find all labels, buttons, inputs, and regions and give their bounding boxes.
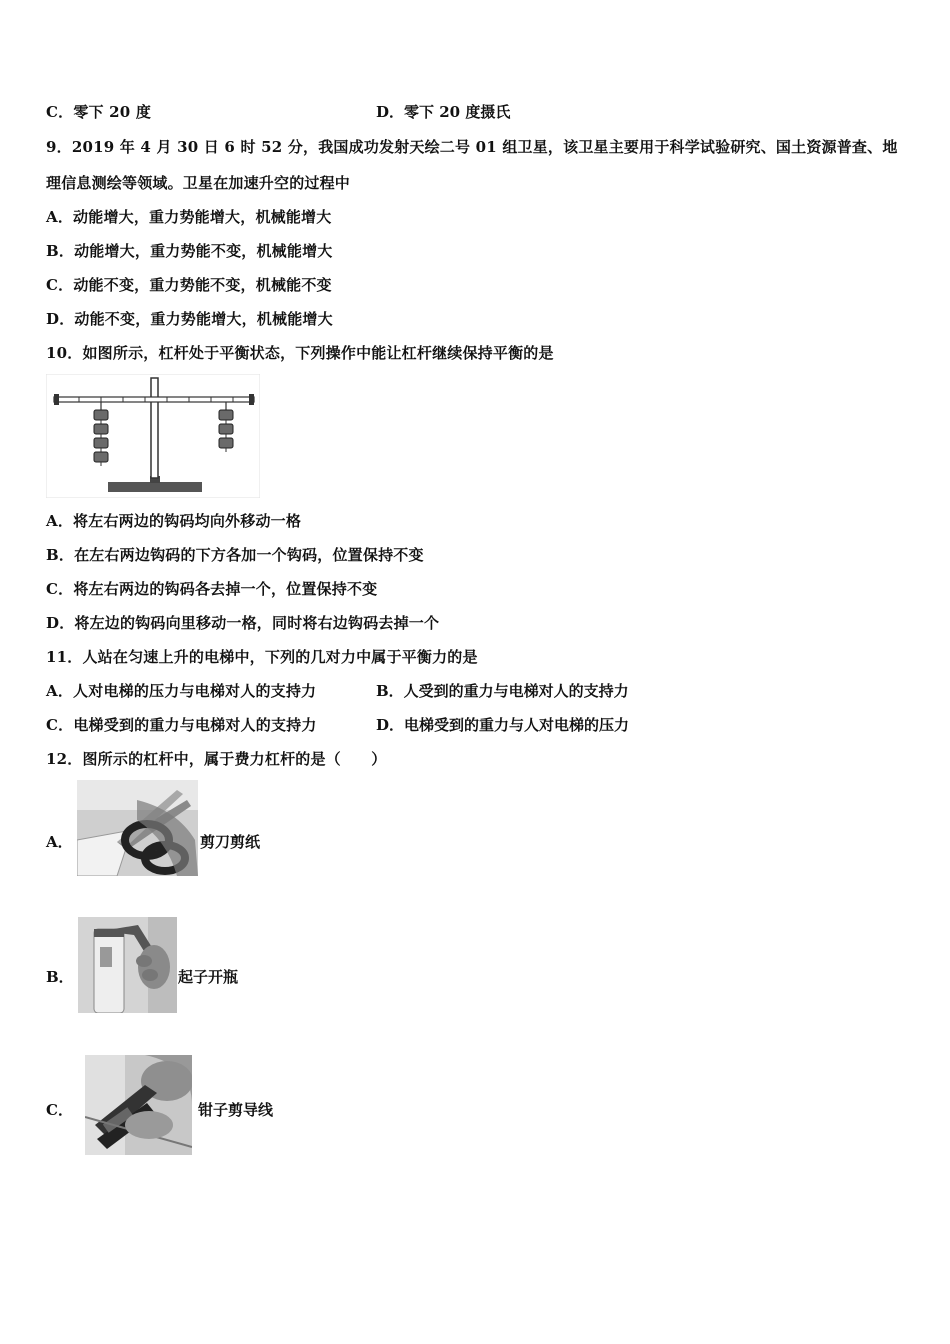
left-weight	[94, 424, 108, 434]
q12-stem: 12．图所示的杠杆中，属于费力杠杆的是（ ）	[46, 750, 387, 768]
q12-option-a-caption: 剪刀剪纸	[200, 833, 261, 851]
q9-option-c: C．动能不变，重力势能不变，机械能不变	[46, 276, 332, 294]
right-weights	[219, 402, 233, 452]
q10-stem: 10．如图所示，杠杆处于平衡状态，下列操作中能让杠杆继续保持平衡的是	[46, 344, 554, 362]
left-weight	[94, 410, 108, 420]
q10-option-d: D．将左边的钩码向里移动一格，同时将右边钩码去掉一个	[46, 614, 440, 632]
lever-base	[108, 482, 202, 492]
lever-beam	[54, 397, 254, 402]
q11-option-d: D．电梯受到的重力与人对电梯的压力	[376, 716, 630, 734]
q11-option-b: B．人受到的重力与电梯对人的支持力	[376, 682, 629, 700]
beam-right-nut	[249, 394, 254, 405]
pliers-photo	[85, 1055, 192, 1155]
q9-option-b: B．动能增大，重力势能不变，机械能增大	[46, 242, 333, 260]
bottle-opener-photo	[78, 917, 177, 1013]
right-weight	[219, 410, 233, 420]
q10-option-b: B．在左右两边钩码的下方各加一个钩码，位置保持不变	[46, 546, 424, 564]
q12-option-b-caption: 起子开瓶	[178, 968, 239, 986]
left-weight	[94, 452, 108, 462]
left-weights	[94, 402, 108, 466]
lever-balance-figure	[46, 374, 260, 498]
q10-option-c: C．将左右两边的钩码各去掉一个，位置保持不变	[46, 580, 378, 598]
q9-option-a: A．动能增大，重力势能增大，机械能增大	[46, 208, 332, 226]
q11-option-c: C．电梯受到的重力与电梯对人的支持力	[46, 716, 317, 734]
q10-option-a: A．将左右两边的钩码均向外移动一格	[46, 512, 302, 530]
left-weight	[94, 438, 108, 448]
q11-option-a: A．人对电梯的压力与电梯对人的支持力	[46, 682, 317, 700]
q11-stem: 11．人站在匀速上升的电梯中，下列的几对力中属于平衡力的是	[46, 648, 478, 666]
q12-option-b-letter: B．	[46, 968, 74, 986]
q12-option-c-caption: 钳子剪导线	[198, 1101, 274, 1119]
q8-option-c: C．零下 20 度	[46, 103, 152, 121]
q8-option-d: D．零下 20 度摄氏	[376, 103, 511, 121]
beam-left-nut	[54, 394, 59, 405]
scissors-photo	[77, 780, 198, 876]
q12-option-c-letter: C．	[46, 1101, 73, 1119]
lever-stand	[151, 378, 158, 478]
right-weight	[219, 438, 233, 448]
q9-option-d: D．动能不变，重力势能增大，机械能增大	[46, 310, 333, 328]
q9-stem-line1: 9．2019 年 4 月 30 日 6 时 52 分，我国成功发射天绘二号 01 组卫星，该卫星主要用于科学试验研究、国土资源普查、地	[46, 138, 898, 156]
q9-stem-line2: 理信息测绘等领域。卫星在加速升空的过程中	[46, 174, 351, 192]
right-weight	[219, 424, 233, 434]
q12-option-a-letter: A．	[46, 833, 73, 851]
